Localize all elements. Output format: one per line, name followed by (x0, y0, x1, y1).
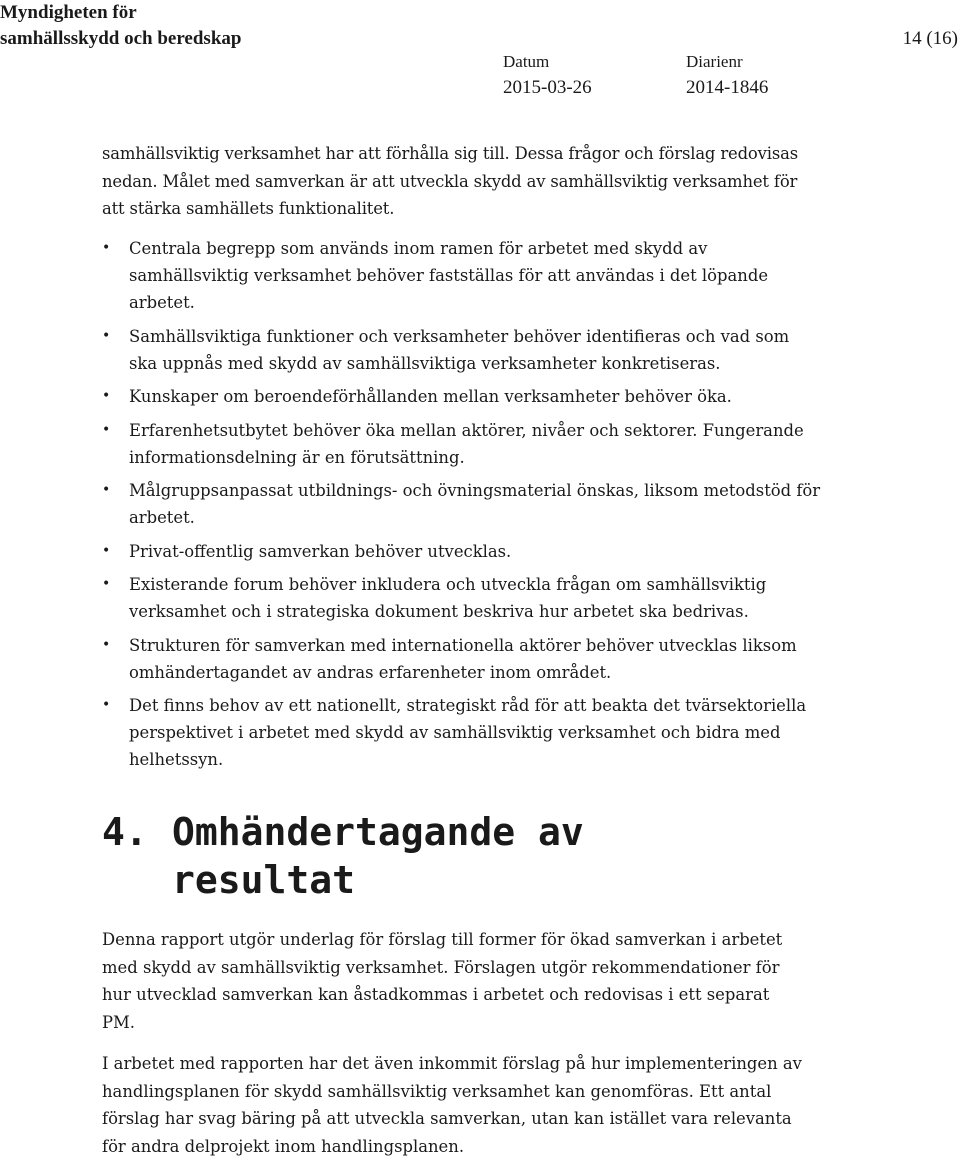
page-number: 14 (16) (902, 28, 958, 49)
agency-name-line2: samhällsskydd och beredskap (0, 28, 242, 49)
registration-number-block (686, 50, 768, 102)
bullet-icon: • (102, 327, 111, 344)
list-item (102, 632, 822, 686)
registration-number-value: 2014-1846 (686, 77, 769, 98)
list-item (102, 477, 822, 531)
list-item (102, 571, 822, 625)
date-block (503, 50, 592, 102)
agency-name-line1: Myndigheten för (0, 2, 137, 23)
body-paragraph: I arbetet med rapporten har det även inkommit förslag på hur implementeringen av handlingsplanen för skydd samhällsviktig verksamhet kan genomföras. Ett antal förslag har svag bäring på att utveckla samverkan, utan kan istället vara relevanta för andra delprojekt inom handlingsplanen. (102, 1054, 802, 1156)
date-label: Datum (503, 52, 550, 71)
list-item-text: Det finns behov av ett nationellt, strategiskt råd för att beakta det tvärsektoriella perspektivet i arbetet med skydd av samhällsviktig verksamhet och bidra med helhetssyn. (129, 696, 807, 769)
section-number: 4. (102, 810, 148, 854)
list-item-text: Privat-offentlig samverkan behöver utvecklas. (129, 541, 512, 561)
bullet-icon: • (102, 240, 111, 256)
list-item-text: Strukturen för samverkan med internationella aktörer behöver utvecklas liksom omhändertagandet av andras erfarenheter inom området. (129, 635, 797, 682)
bullet-icon: • (102, 388, 111, 404)
bullet-icon: • (102, 542, 111, 559)
list-item-text: Målgruppsanpassat utbildnings- och övningsmaterial önskas, liksom metodstöd för arbetet. (129, 481, 821, 527)
list-item-text: Existerande forum behöver inkludera och utveckla frågan om samhällsviktig verksamhet och i strategiska dokument beskriva hur arbetet ska bedrivas. (129, 575, 767, 621)
bullet-icon: • (102, 576, 111, 592)
list-item-text: Kunskaper om beroendeförhållanden mellan verksamheter behöver öka. (129, 387, 732, 406)
bullet-icon: • (102, 421, 111, 438)
list-item (102, 692, 822, 773)
list-item-text: Erfarenhetsutbytet behöver öka mellan aktörer, nivåer och sektorer. Fungerande informationsdelning är en förutsättning. (129, 420, 804, 467)
agency-name (0, 0, 241, 52)
date-value: 2015-03-26 (503, 77, 592, 98)
section-title: Omhändertagande av resultat (172, 810, 584, 902)
list-item-text: Samhällsviktiga funktioner och verksamheter behöver identifieras och vad som ska uppnås med skydd av samhällsviktiga verksamheter konkretiseras. (129, 326, 790, 373)
section-heading (102, 808, 802, 904)
bullet-icon: • (102, 697, 111, 713)
registration-number-label: Diarienr (686, 52, 743, 71)
list-item (102, 538, 822, 565)
bullet-icon: • (102, 636, 111, 653)
bullet-icon: • (102, 482, 111, 498)
list-item-text: Centrala begrepp som används inom ramen för arbetet med skydd av samhällsviktig verksamhet behöver fastställas för att användas i det löpande arbetet. (129, 239, 769, 312)
bullet-list (102, 235, 822, 780)
list-item (102, 235, 822, 316)
list-item (102, 383, 822, 410)
list-item (102, 323, 822, 377)
body-paragraph: Denna rapport utgör underlag för förslag till former för ökad samverkan i arbetet med skydd av samhällsviktig verksamhet. Förslagen utgör rekommendationer för hur utvecklad samverkan kan åstadkommas i arbetet och redovisas i ett separat PM. (102, 930, 783, 1032)
list-item (102, 417, 822, 471)
intro-paragraph: samhällsviktig verksamhet har att förhålla sig till. Dessa frågor och förslag redovisas nedan. Målet med samverkan är att utveckla skydd av samhällsviktig verksamhet för att stärka samhällets funktionalitet. (102, 144, 798, 219)
